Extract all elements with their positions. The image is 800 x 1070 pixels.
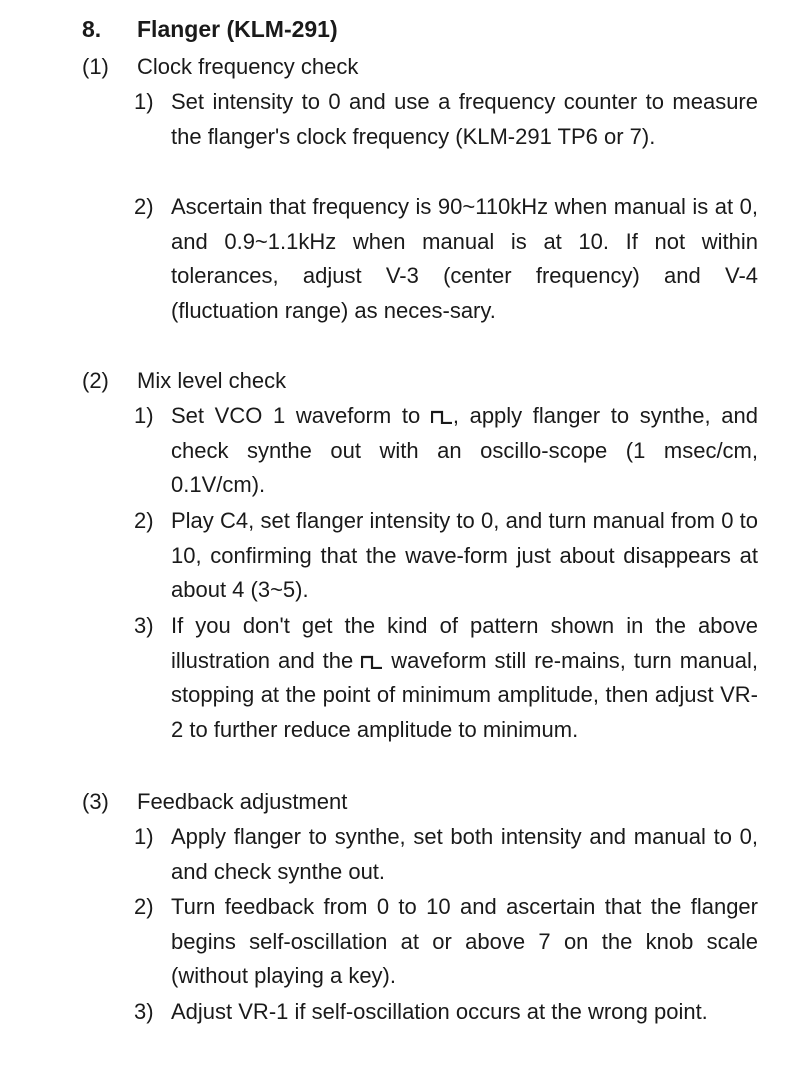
step-number: 2) — [134, 894, 154, 919]
subsection-number: (3) — [82, 789, 109, 814]
step-text: Set intensity to 0 and use a frequency counter to measure the flanger's clock frequency (KLM-291 TP6 or 7). — [171, 89, 758, 149]
subsection-number: (2) — [82, 368, 109, 393]
step-number: 3) — [134, 999, 154, 1024]
step-text-before: If you don't get the kind of pattern shown in the above illustration and the — [171, 613, 758, 673]
step-number: 1) — [134, 403, 154, 428]
step-number: 2) — [134, 508, 154, 533]
step-mix-3 — [134, 609, 758, 747]
step-text-after: waveform still re-mains, turn manual, stopping at the point of minimum amplitude, then adjust VR-2 to further reduce amplitude to minimum. — [171, 647, 758, 742]
step-text — [171, 399, 758, 503]
square-wave-icon — [431, 410, 453, 424]
step-text: Apply flanger to synthe, set both intensity and manual to 0, and check synthe out. — [171, 824, 758, 884]
step-feedback-3 — [134, 995, 758, 1030]
subsection-heading-mix-level — [82, 364, 286, 398]
square-wave-icon — [361, 655, 383, 669]
section-heading — [82, 12, 338, 46]
subsection-heading-feedback — [82, 785, 347, 819]
step-text-after: , apply flanger to synthe, and check synthe out with an oscillo-scope (1 msec/cm, 0.1V/cm). — [171, 403, 758, 498]
subsection-number: (1) — [82, 54, 109, 79]
step-feedback-1 — [134, 820, 758, 889]
step-text — [171, 609, 758, 747]
subsection-title: Feedback adjustment — [137, 789, 348, 814]
step-number: 1) — [134, 89, 154, 114]
subsection-heading-clock-frequency — [82, 50, 358, 84]
step-text: Play C4, set flanger intensity to 0, and turn manual from 0 to 10, confirming that the wave-form just about disappears at about 4 (3~5). — [171, 508, 758, 603]
step-feedback-2 — [134, 890, 758, 994]
step-clock-2 — [134, 190, 758, 328]
step-number: 2) — [134, 194, 154, 219]
subsection-title: Clock frequency check — [137, 54, 359, 79]
step-clock-1 — [134, 85, 758, 154]
step-number: 3) — [134, 613, 154, 638]
step-mix-2 — [134, 504, 758, 608]
step-number: 1) — [134, 824, 154, 849]
step-text: Turn feedback from 0 to 10 and ascertain that the flanger begins self-oscillation at or above 7 on the knob scale (without playing a key). — [171, 894, 758, 989]
step-text: Adjust VR-1 if self-oscillation occurs at the wrong point. — [171, 999, 708, 1024]
step-text-before: Set VCO 1 waveform to — [171, 403, 421, 428]
step-text: Ascertain that frequency is 90~110kHz when manual is at 0, and 0.9~1.1kHz when manual is at 10. If not within tolerances, adjust V-3 (center frequency) and V-4 (fluctuation range) as neces-sary. — [171, 194, 758, 323]
section-title: Flanger (KLM-291) — [137, 16, 338, 42]
step-mix-1 — [134, 399, 758, 503]
section-number: 8. — [82, 16, 102, 42]
subsection-title: Mix level check — [137, 368, 287, 393]
